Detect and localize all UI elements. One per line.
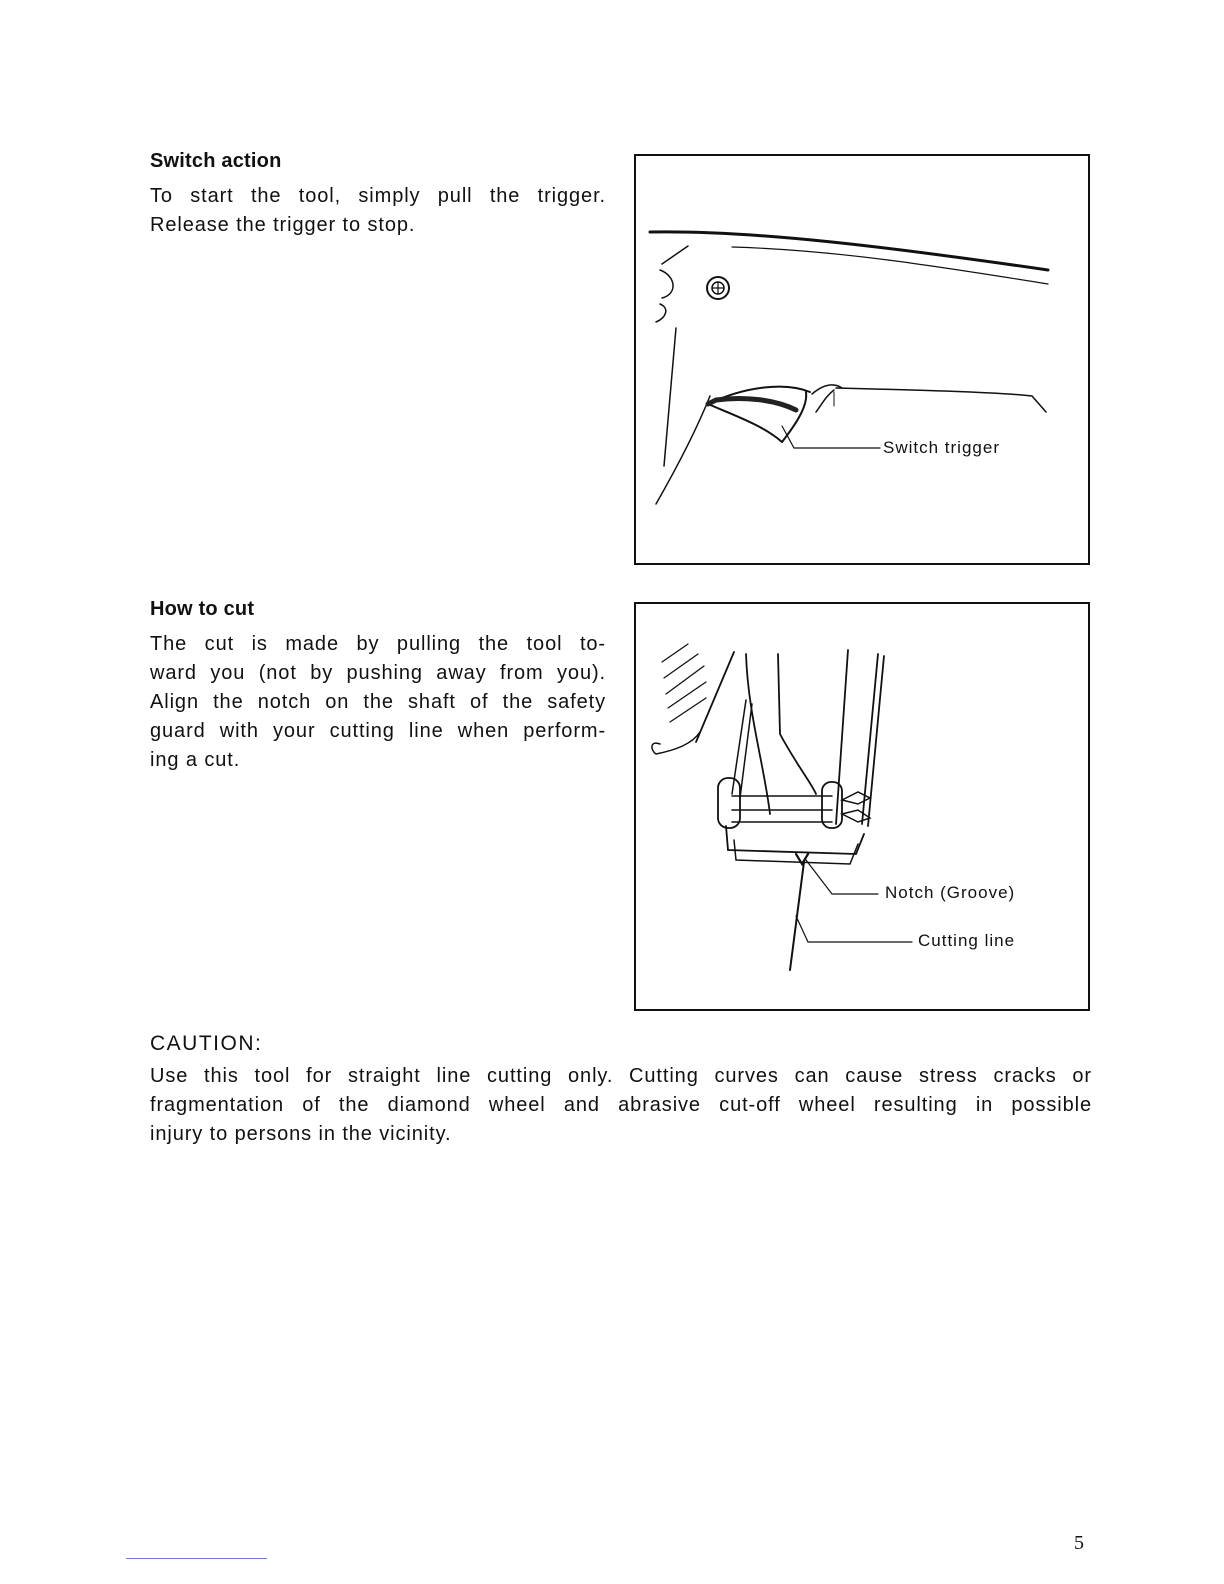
switch-action-heading: Switch action <box>150 150 282 172</box>
switch-trigger-figure <box>634 154 1090 565</box>
switch-action-line: Release the trigger to stop. <box>150 214 416 236</box>
cutting-line-label: Cutting line <box>918 931 1016 950</box>
switch-trigger-label: Switch trigger <box>883 438 1000 457</box>
how-to-cut-heading: How to cut <box>150 598 255 620</box>
caution-text <box>150 1062 1092 1149</box>
footnote-rule <box>126 1558 267 1559</box>
notch-cutting-line-figure <box>634 602 1090 1011</box>
how-to-cut-line: ing a cut. <box>150 749 241 771</box>
switch-action-text <box>150 182 606 240</box>
how-to-cut-line: ward you (not by pushing away from you). <box>150 662 606 684</box>
switch-action-line: To start the tool, simply pull the trigger. <box>150 185 606 207</box>
notch-label: Notch (Groove) <box>885 883 1016 902</box>
caution-line: fragmentation of the diamond wheel and abrasive cut-off wheel resulting in possible <box>150 1094 1092 1116</box>
how-to-cut-text <box>150 630 606 775</box>
caution-line: Use this tool for straight line cutting only. Cutting curves can cause stress cracks or <box>150 1065 1092 1087</box>
how-to-cut-line: Align the notch on the shaft of the safety <box>150 691 606 713</box>
how-to-cut-line: guard with your cutting line when perform- <box>150 720 606 742</box>
notch-cutting-line-illustration <box>636 604 1088 1009</box>
caution-title: CAUTION: <box>150 1032 263 1055</box>
switch-trigger-illustration <box>636 156 1088 563</box>
how-to-cut-line: The cut is made by pulling the tool to- <box>150 633 606 655</box>
page-number: 5 <box>1074 1532 1084 1554</box>
caution-line: injury to persons in the vicinity. <box>150 1123 452 1145</box>
